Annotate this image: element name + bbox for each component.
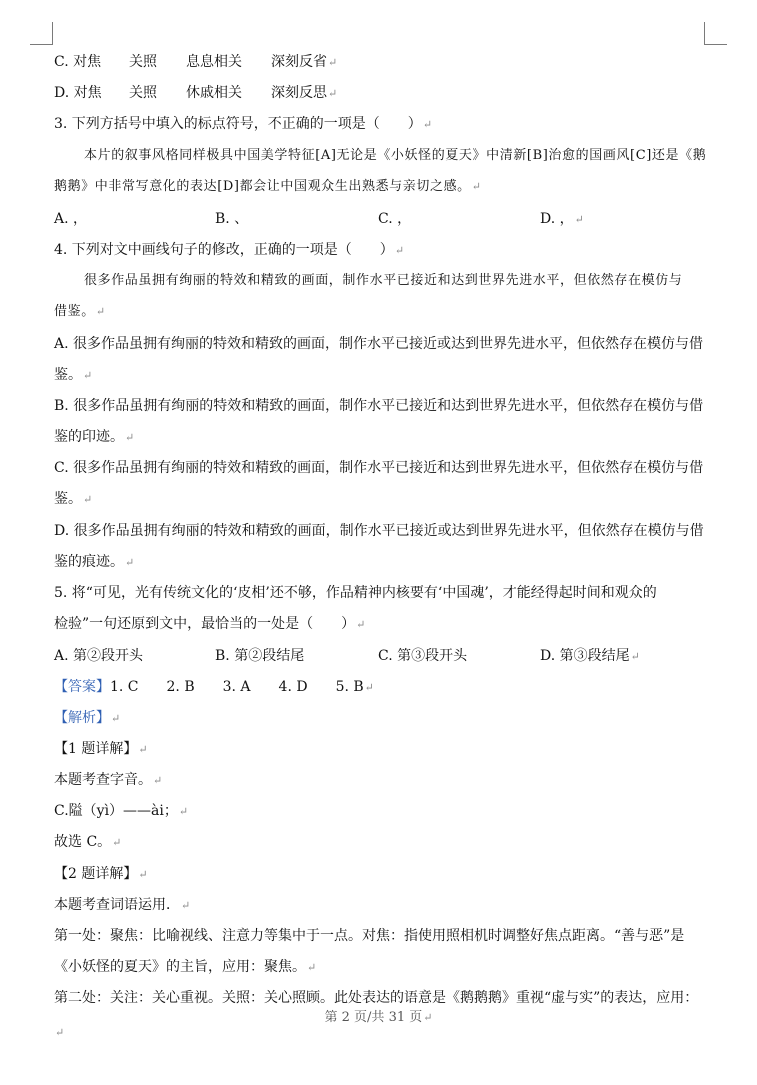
q5-option-c: C. 第③段开头: [378, 648, 468, 664]
q4-option-c-line-1: C. 很多作品虽拥有绚丽的特效和精致的画面，制作水平已接近和达到世界先进水平，但依然存在模仿与借: [54, 460, 704, 476]
paragraph-mark: ↵: [328, 56, 338, 69]
q2-detail-heading: 【2 题详解】↵: [54, 866, 148, 882]
q2-detail-line-4: 第二处：关注：关心重视。关照：关心照顾。此处表达的语意是《鹅鹅鹅》重视“虚与实”的表达，应用：: [54, 990, 699, 1006]
q2-detail-line-3: 《小妖怪的夏天》的主旨，应用：聚焦。↵: [54, 959, 317, 975]
q5-option-d: D. 第③段结尾: [540, 648, 630, 664]
trailing-paragraph-mark: ↵: [55, 1026, 65, 1039]
q4-option-a-line-2: 鉴。↵: [54, 367, 93, 383]
q4-option-d-line-1: D. 很多作品虽拥有绚丽的特效和精致的画面，制作水平已接近或达到世界先进水平，但依然存在模仿与借: [54, 523, 704, 539]
page-corner-mark-top-left: [30, 22, 53, 45]
q2-detail-line-2: 第一处：聚焦：比喻视线、注意力等集中于一点。对焦：指使用照相机时调整好焦点距离。“善与恶”是: [54, 928, 685, 944]
q4-passage-line-2: 借鉴。↵: [54, 304, 106, 319]
answer-label: 【答案】: [54, 679, 110, 695]
q3-option-d: D. ，: [540, 211, 574, 227]
q1-detail-heading: 【1 题详解】↵: [54, 741, 148, 757]
q4-stem: 4. 下列对文中画线句子的修改，正确的一项是（ ）↵: [54, 242, 405, 258]
q3-option-a: A. ，: [54, 211, 88, 227]
q2-option-d: D. 对焦 关照 休戚相关 深刻反思↵: [54, 85, 338, 101]
q4-option-c-line-2: 鉴。↵: [54, 491, 93, 507]
q1-detail-line-2: C.隘（yì）——ài；↵: [54, 803, 189, 819]
q3-passage-line-1: 本片的叙事风格同样极具中国美学特征[A]无论是《小妖怪的夏天》中清新[B]治愈的国画风[C]还是《鹅: [84, 148, 707, 163]
q5-stem-line-1: 5. 将“可见，光有传统文化的‘皮相’还不够，作品精神内核要有‘中国魂’，才能经得起时间和观众的: [54, 585, 657, 601]
page-corner-mark-top-right: [704, 22, 727, 45]
analysis-label: 【解析】↵: [54, 710, 121, 726]
q3-option-c: C. ，: [378, 211, 412, 227]
q3-passage-line-2: 鹅鹅》中非常写意化的表达[D]都会让中国观众生出熟悉与亲切之感。↵: [54, 179, 482, 194]
q1-detail-line-3: 故选 C。↵: [54, 834, 122, 850]
q4-option-b-line-1: B. 很多作品虽拥有绚丽的特效和精致的画面，制作水平已接近和达到世界先进水平，但依然存在模仿与借: [54, 398, 704, 414]
q4-option-a-line-1: A. 很多作品虽拥有绚丽的特效和精致的画面，制作水平已接近或达到世界先进水平，但依然存在模仿与借: [54, 336, 704, 352]
q5-options: A. 第②段开头 B. 第②段结尾 C. 第③段开头 D. 第③段结尾↵: [54, 648, 640, 664]
q4-passage-line-1: 很多作品虽拥有绚丽的特效和精致的画面，制作水平已接近和达到世界先进水平，但依然存在模仿与: [84, 273, 683, 288]
q2-option-c: C. 对焦 关照 息息相关 深刻反省↵: [54, 54, 338, 70]
answer-line: 【答案】1. C 2. B 3. A 4. D 5. B↵: [54, 679, 374, 695]
q3-stem: 3. 下列方括号中填入的标点符号，不正确的一项是（ ）↵: [54, 116, 433, 132]
q5-stem-line-2: 检验”一句还原到文中，最恰当的一处是（ ）↵: [54, 616, 366, 632]
q5-option-a: A. 第②段开头: [54, 648, 144, 664]
answer-items: 1. C 2. B 3. A 4. D 5. B: [110, 679, 364, 695]
page-footer: 第 2 页/共 31 页↵: [324, 1010, 433, 1025]
q5-option-b: B. 第②段结尾: [215, 648, 305, 664]
q3-options: A. ， B. 、 C. ， D. ，↵: [54, 211, 584, 227]
q1-detail-line-1: 本题考查字音。↵: [54, 772, 163, 788]
q4-option-d-line-2: 鉴的痕迹。↵: [54, 554, 135, 570]
q4-option-b-line-2: 鉴的印迹。↵: [54, 429, 135, 445]
q3-option-b: B. 、: [215, 211, 249, 227]
q2-detail-line-1: 本题考查词语运用．↵: [54, 897, 191, 913]
